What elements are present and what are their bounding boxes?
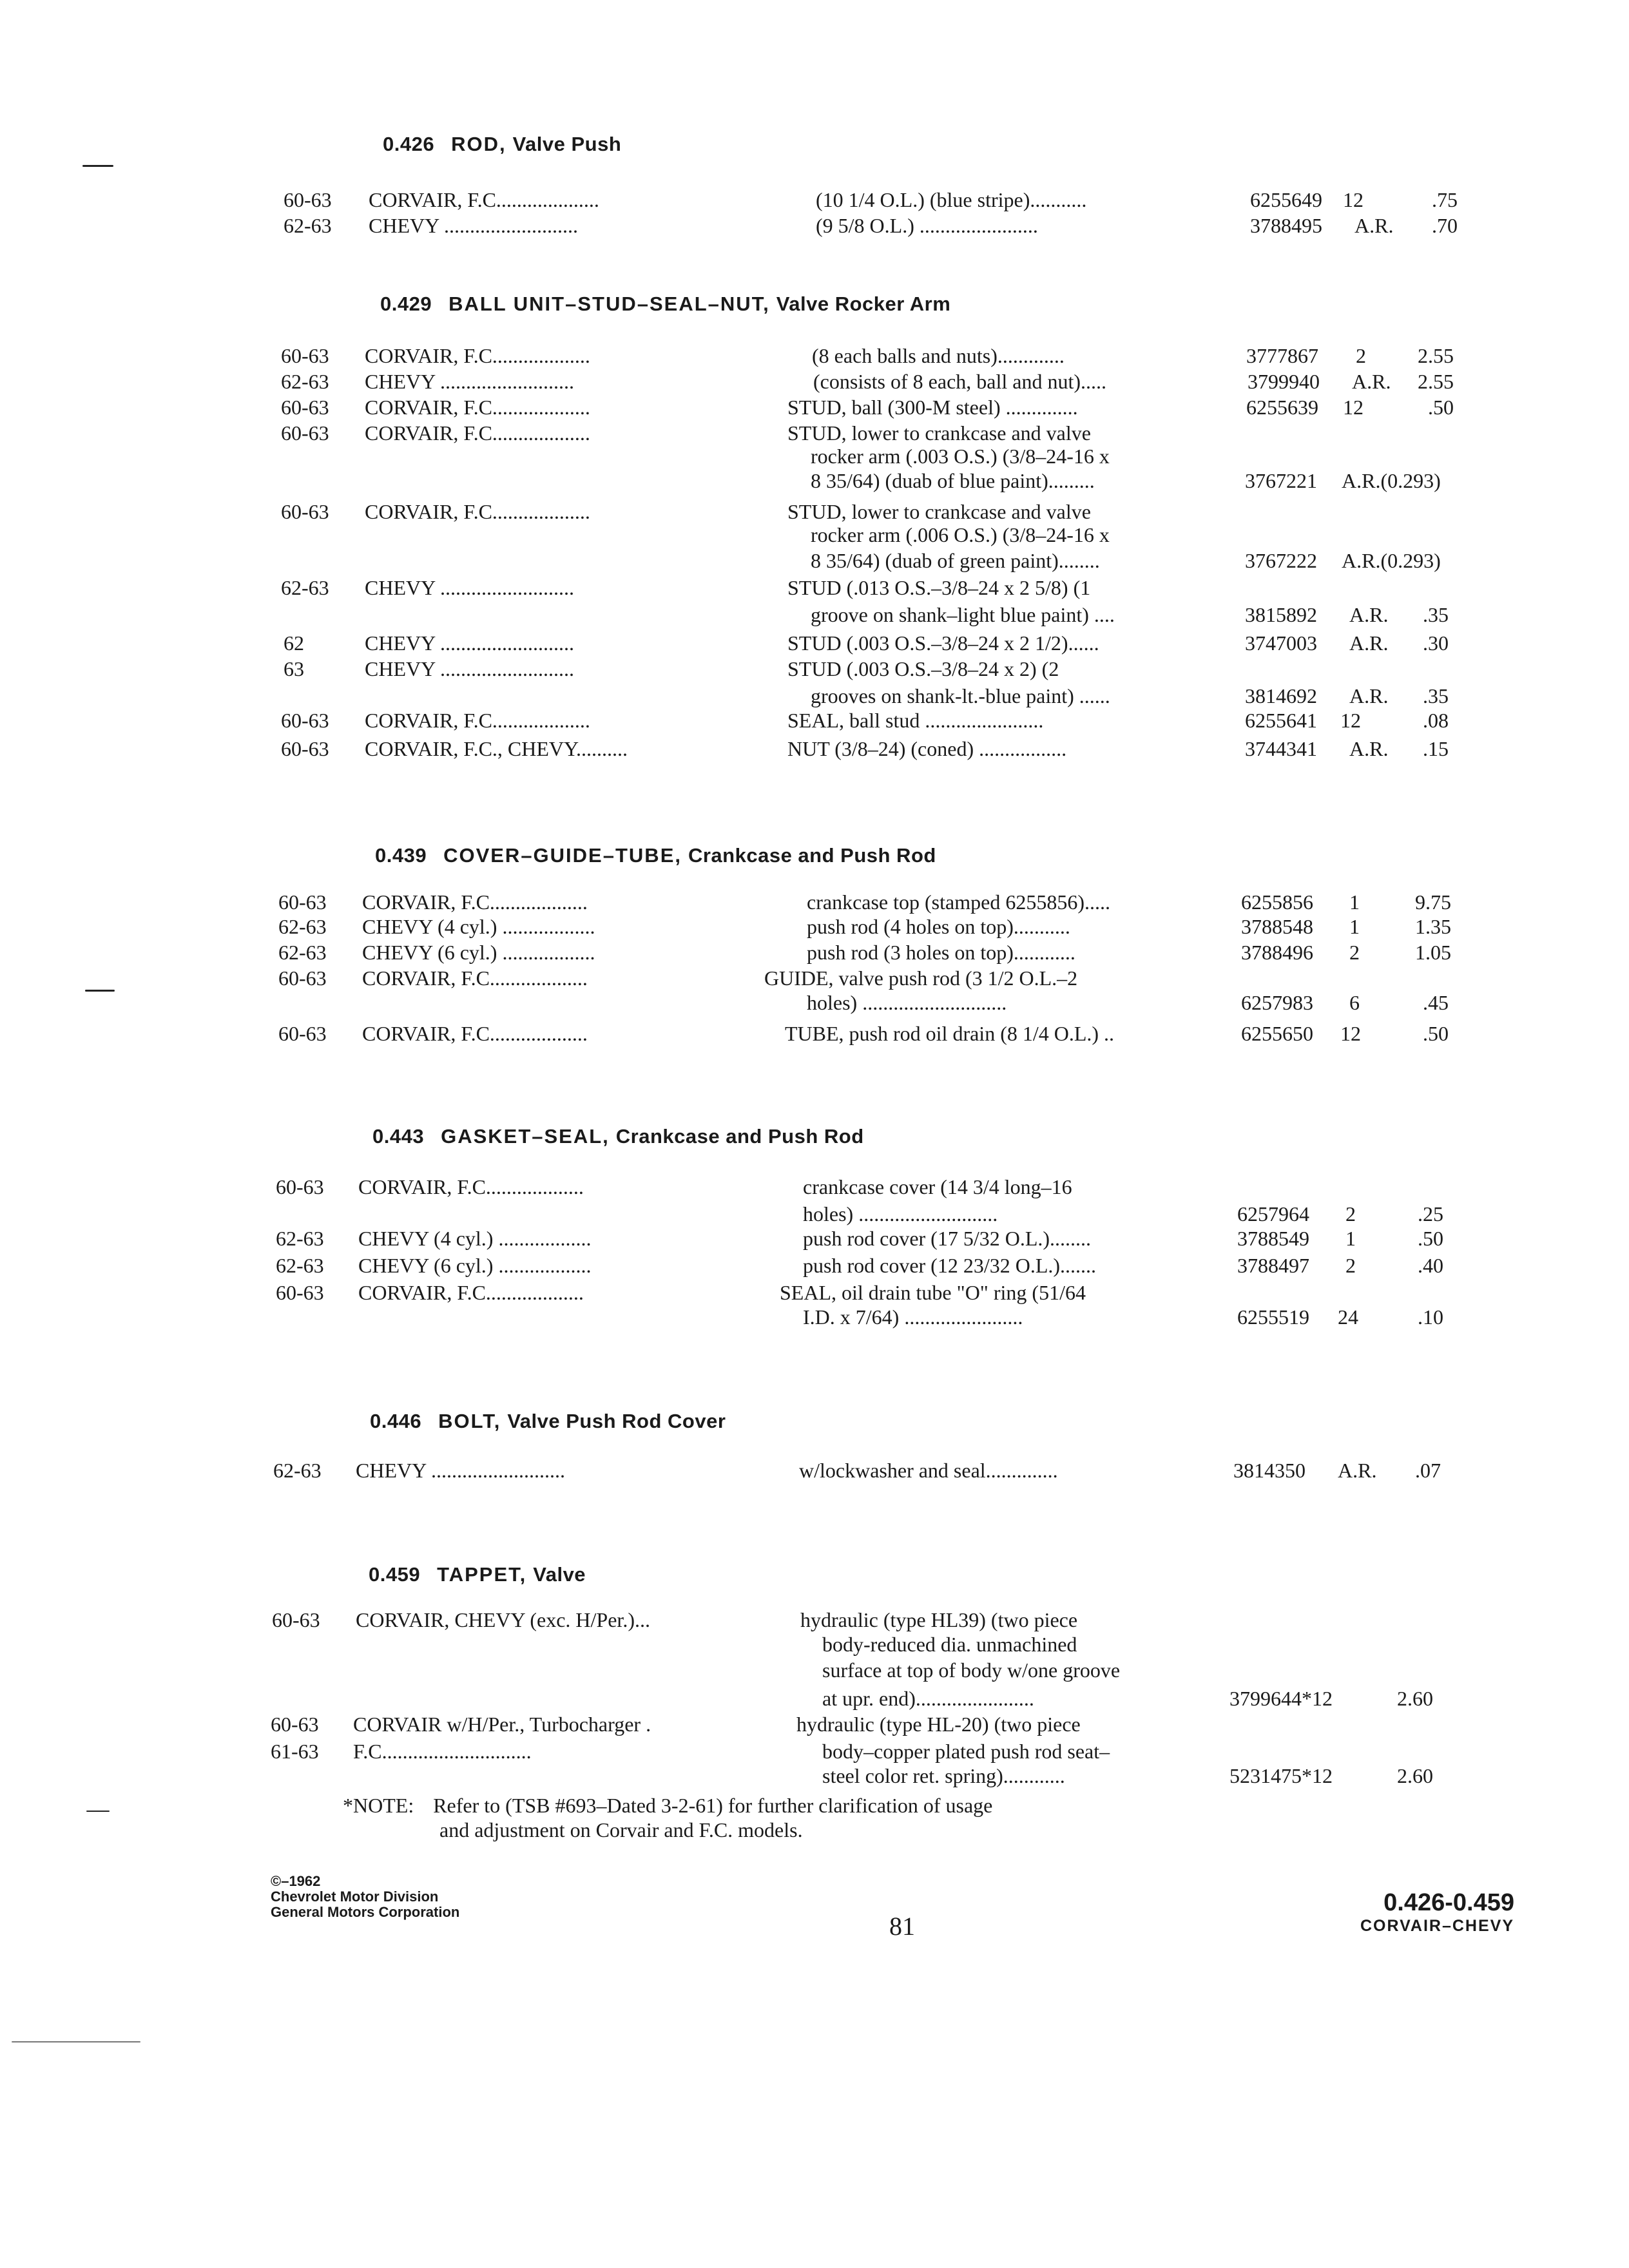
row-description: grooves on shank-lt.-blue paint) ...... — [811, 684, 1110, 707]
row-description: hydraulic (type HL-20) (two piece — [796, 1713, 1081, 1736]
row-part-number: 6257983 — [1241, 991, 1313, 1014]
row-description: at upr. end)....................... — [822, 1687, 1034, 1710]
row-part-number: 3767222 — [1245, 549, 1317, 572]
row-description: hydraulic (type HL39) (two piece — [800, 1608, 1078, 1631]
page-number: 81 — [889, 1912, 915, 1941]
row-year: 62-63 — [281, 576, 329, 599]
row-part-number: 3799644*12 — [1229, 1687, 1333, 1710]
row-model: CORVAIR, F.C................... — [365, 709, 590, 732]
row-price: .50 — [1418, 1227, 1443, 1250]
row-price: .35 — [1423, 603, 1449, 626]
row-price: .07 — [1415, 1459, 1441, 1482]
row-quantity: A.R. — [1354, 214, 1394, 237]
row-price: .50 — [1423, 1022, 1449, 1045]
row-description: I.D. x 7/64) ....................... — [803, 1305, 1023, 1329]
row-description: (9 5/8 O.L.) ....................... — [816, 214, 1038, 237]
row-year: 62-63 — [273, 1459, 322, 1482]
row-part-number: 3744341 — [1245, 737, 1317, 760]
row-description: holes) ............................ — [807, 991, 1007, 1014]
section-title: BALL UNIT–STUD–SEAL–NUT, — [448, 293, 770, 315]
row-model: F.C............................. — [353, 1740, 532, 1763]
row-quantity: 12 — [1340, 709, 1361, 732]
row-year: 62-63 — [284, 214, 332, 237]
row-part-number: 6255641 — [1245, 709, 1317, 732]
row-year: 62-63 — [281, 370, 329, 393]
row-model: CORVAIR, F.C................... — [362, 1022, 588, 1045]
row-description: surface at top of body w/one groove — [822, 1658, 1121, 1682]
section-number: 0.446 — [370, 1410, 422, 1432]
row-description: push rod (4 holes on top)........... — [807, 915, 1070, 938]
row-price: .15 — [1423, 737, 1449, 760]
row-year: 61-63 — [271, 1740, 319, 1763]
row-price: .45 — [1423, 991, 1449, 1014]
row-description: STUD (.003 O.S.–3/8–24 x 2 1/2)...... — [787, 631, 1099, 655]
row-year: 60-63 — [272, 1608, 320, 1631]
row-price: .40 — [1418, 1254, 1443, 1277]
row-description: 8 35/64) (duab of blue paint)......... — [811, 469, 1095, 492]
row-price: .35 — [1423, 684, 1449, 707]
row-quantity: A.R. — [1349, 684, 1389, 707]
section-title: ROD, — [451, 133, 506, 155]
row-model: CHEVY (4 cyl.) .................. — [358, 1227, 592, 1250]
row-year: 60-63 — [278, 890, 327, 914]
row-quantity: A.R. — [1352, 370, 1391, 393]
row-model: CORVAIR, F.C................... — [358, 1281, 584, 1304]
row-quantity: 1 — [1349, 915, 1360, 938]
row-quantity: 6 — [1349, 991, 1360, 1014]
row-description: STUD (.003 O.S.–3/8–24 x 2) (2 — [787, 657, 1059, 680]
note-line-2: and adjustment on Corvair and F.C. models. — [439, 1818, 803, 1841]
row-description: (8 each balls and nuts)............. — [812, 344, 1065, 367]
row-year: 60-63 — [281, 500, 329, 523]
row-year: 60-63 — [281, 396, 329, 419]
row-quantity: 24 — [1338, 1305, 1358, 1329]
row-price: 2.60 — [1397, 1687, 1433, 1710]
row-quantity: 2 — [1349, 941, 1360, 964]
section-number: 0.439 — [375, 844, 427, 867]
row-part-number: 6255519 — [1237, 1305, 1309, 1329]
row-year: 62-63 — [276, 1227, 324, 1250]
note-line-1: Refer to (TSB #693–Dated 3-2-61) for further clarification of usage — [433, 1794, 993, 1817]
row-description: 8 35/64) (duab of green paint)........ — [811, 549, 1100, 572]
section-subtitle: Valve — [533, 1563, 586, 1586]
row-model: CHEVY .......................... — [369, 214, 579, 237]
row-year: 60-63 — [278, 1022, 327, 1045]
row-year: 60-63 — [276, 1175, 324, 1198]
row-model: CORVAIR w/H/Per., Turbocharger . — [353, 1713, 651, 1736]
row-model: CORVAIR, F.C................... — [362, 966, 588, 990]
row-description: push rod cover (17 5/32 O.L.)........ — [803, 1227, 1092, 1250]
row-part-number: 3788549 — [1237, 1227, 1309, 1250]
note — [343, 1794, 992, 1817]
row-part-number: 5231475*12 — [1229, 1764, 1333, 1787]
row-part-number: 6255650 — [1241, 1022, 1313, 1045]
row-year: 62-63 — [278, 941, 327, 964]
row-model: CORVAIR, F.C................... — [365, 421, 590, 445]
row-model: CHEVY .......................... — [356, 1459, 566, 1482]
copyright: ©–1962 — [271, 1873, 321, 1889]
section-subtitle: Valve Push — [512, 133, 622, 155]
row-part-number: 3814692 — [1245, 684, 1317, 707]
model-label: CORVAIR–CHEVY — [1360, 1917, 1514, 1935]
section-title: COVER–GUIDE–TUBE, — [443, 844, 682, 867]
section-number: 0.426 — [383, 133, 435, 155]
row-year: 62-63 — [278, 915, 327, 938]
row-model: CHEVY .......................... — [365, 576, 575, 599]
row-year: 60-63 — [271, 1713, 319, 1736]
row-model: CORVAIR, F.C................... — [365, 500, 590, 523]
row-price: .75 — [1432, 188, 1458, 211]
row-year: 60-63 — [284, 188, 332, 211]
row-part-number: 6257964 — [1237, 1202, 1309, 1225]
row-price: .30 — [1423, 631, 1449, 655]
corporation: General Motors Corporation — [271, 1904, 460, 1920]
row-model: CHEVY (6 cyl.) .................. — [358, 1254, 592, 1277]
row-part-number: 3767221 — [1245, 469, 1317, 492]
row-year: 60-63 — [278, 966, 327, 990]
row-description: STUD, lower to crankcase and valve — [787, 421, 1091, 445]
section-number: 0.459 — [369, 1563, 421, 1586]
row-part-number: 3799940 — [1248, 370, 1320, 393]
row-year: 60-63 — [281, 709, 329, 732]
section-number: 0.443 — [372, 1125, 425, 1148]
row-quantity: 12 — [1343, 188, 1364, 211]
section-subtitle: Valve Rocker Arm — [776, 293, 951, 315]
row-description: (consists of 8 each, ball and nut)..... — [813, 370, 1106, 393]
row-description: rocker arm (.003 O.S.) (3/8–24-16 x — [811, 445, 1110, 468]
row-year: 60-63 — [276, 1281, 324, 1304]
row-part-number: 6255856 — [1241, 890, 1313, 914]
note-continued — [439, 1818, 803, 1841]
row-quantity: 2 — [1356, 344, 1366, 367]
row-quantity: A.R.(0.293) — [1342, 549, 1441, 572]
row-model: CORVAIR, F.C., CHEVY.......... — [365, 737, 628, 760]
section-range: 0.426-0.459 — [1383, 1889, 1514, 1916]
row-description: SEAL, ball stud ....................... — [787, 709, 1044, 732]
row-price: .70 — [1432, 214, 1458, 237]
row-description: push rod (3 holes on top)............ — [807, 941, 1075, 964]
footer-credits — [271, 1874, 459, 1920]
row-part-number: 3815892 — [1245, 603, 1317, 626]
row-part-number: 3788496 — [1241, 941, 1313, 964]
row-quantity: 1 — [1349, 890, 1360, 914]
section-number: 0.429 — [380, 293, 432, 315]
row-model: CORVAIR, F.C................... — [362, 890, 588, 914]
section-subtitle: Valve Push Rod Cover — [507, 1410, 726, 1432]
row-quantity: A.R.(0.293) — [1342, 469, 1441, 492]
row-model: CORVAIR, CHEVY (exc. H/Per.)... — [356, 1608, 650, 1631]
row-model: CORVAIR, F.C................... — [365, 396, 590, 419]
row-description: holes) ........................... — [803, 1202, 998, 1225]
row-part-number: 3788497 — [1237, 1254, 1309, 1277]
row-quantity: 2 — [1345, 1202, 1356, 1225]
section-subtitle: Crankcase and Push Rod — [615, 1125, 864, 1148]
row-price: 1.35 — [1415, 915, 1451, 938]
row-quantity: 12 — [1343, 396, 1364, 419]
division: Chevrolet Motor Division — [271, 1888, 439, 1905]
row-model: CORVAIR, F.C................... — [365, 344, 590, 367]
row-part-number: 6255649 — [1250, 188, 1322, 211]
row-price: .25 — [1418, 1202, 1443, 1225]
row-description: body-reduced dia. unmachined — [822, 1633, 1077, 1656]
row-price: .08 — [1423, 709, 1449, 732]
row-part-number: 3777867 — [1246, 344, 1318, 367]
row-part-number: 6255639 — [1246, 396, 1318, 419]
section-subtitle: Crankcase and Push Rod — [688, 844, 936, 867]
row-model: CHEVY .......................... — [365, 370, 575, 393]
row-year: 63 — [284, 657, 304, 680]
row-price: .10 — [1418, 1305, 1443, 1329]
row-description: rocker arm (.006 O.S.) (3/8–24-16 x — [811, 523, 1110, 546]
row-description: TUBE, push rod oil drain (8 1/4 O.L.) .. — [785, 1022, 1115, 1045]
row-description: groove on shank–light blue paint) .... — [811, 603, 1115, 626]
row-description: crankcase cover (14 3/4 long–16 — [803, 1175, 1072, 1198]
row-model: CHEVY .......................... — [365, 657, 575, 680]
row-part-number: 3788548 — [1241, 915, 1313, 938]
row-year: 62-63 — [276, 1254, 324, 1277]
section-title: BOLT, — [438, 1410, 501, 1432]
row-description: STUD, ball (300-M steel) .............. — [787, 396, 1078, 419]
row-quantity: A.R. — [1349, 603, 1389, 626]
row-description: SEAL, oil drain tube "O" ring (51/64 — [780, 1281, 1086, 1304]
row-part-number: 3747003 — [1245, 631, 1317, 655]
row-description: NUT (3/8–24) (coned) ................. — [787, 737, 1067, 760]
row-part-number: 3814350 — [1233, 1459, 1306, 1482]
note-label: *NOTE: — [343, 1794, 414, 1817]
row-model: CORVAIR, F.C................... — [358, 1175, 584, 1198]
row-quantity: A.R. — [1338, 1459, 1377, 1482]
row-part-number: 3788495 — [1250, 214, 1322, 237]
row-description: STUD, lower to crankcase and valve — [787, 500, 1091, 523]
row-description: GUIDE, valve push rod (3 1/2 O.L.–2 — [764, 966, 1078, 990]
row-quantity: A.R. — [1349, 737, 1389, 760]
row-description: crankcase top (stamped 6255856)..... — [807, 890, 1110, 914]
row-price: .50 — [1428, 396, 1454, 419]
row-model: CORVAIR, F.C.................... — [369, 188, 599, 211]
row-price: 2.60 — [1397, 1764, 1433, 1787]
row-quantity: A.R. — [1349, 631, 1389, 655]
row-model: CHEVY (4 cyl.) .................. — [362, 915, 595, 938]
row-year: 60-63 — [281, 737, 329, 760]
row-description: STUD (.013 O.S.–3/8–24 x 2 5/8) (1 — [787, 576, 1091, 599]
section-title: TAPPET, — [437, 1563, 527, 1586]
row-quantity: 1 — [1345, 1227, 1356, 1250]
row-model: CHEVY (6 cyl.) .................. — [362, 941, 595, 964]
row-price: 1.05 — [1415, 941, 1451, 964]
section-title: GASKET–SEAL, — [441, 1125, 610, 1148]
row-year: 60-63 — [281, 421, 329, 445]
row-description: body–copper plated push rod seat– — [822, 1740, 1110, 1763]
row-year: 62 — [284, 631, 304, 655]
row-price: 9.75 — [1415, 890, 1451, 914]
row-quantity: 12 — [1340, 1022, 1361, 1045]
row-description: steel color ret. spring)............ — [822, 1764, 1065, 1787]
row-price: 2.55 — [1418, 344, 1454, 367]
row-quantity: 2 — [1345, 1254, 1356, 1277]
footer-range — [1360, 1889, 1514, 1936]
row-description: push rod cover (12 23/32 O.L.)....... — [803, 1254, 1097, 1277]
row-description: (10 1/4 O.L.) (blue stripe)........... — [816, 188, 1087, 211]
row-description: w/lockwasher and seal.............. — [799, 1459, 1058, 1482]
row-price: 2.55 — [1418, 370, 1454, 393]
row-year: 60-63 — [281, 344, 329, 367]
row-model: CHEVY .......................... — [365, 631, 575, 655]
